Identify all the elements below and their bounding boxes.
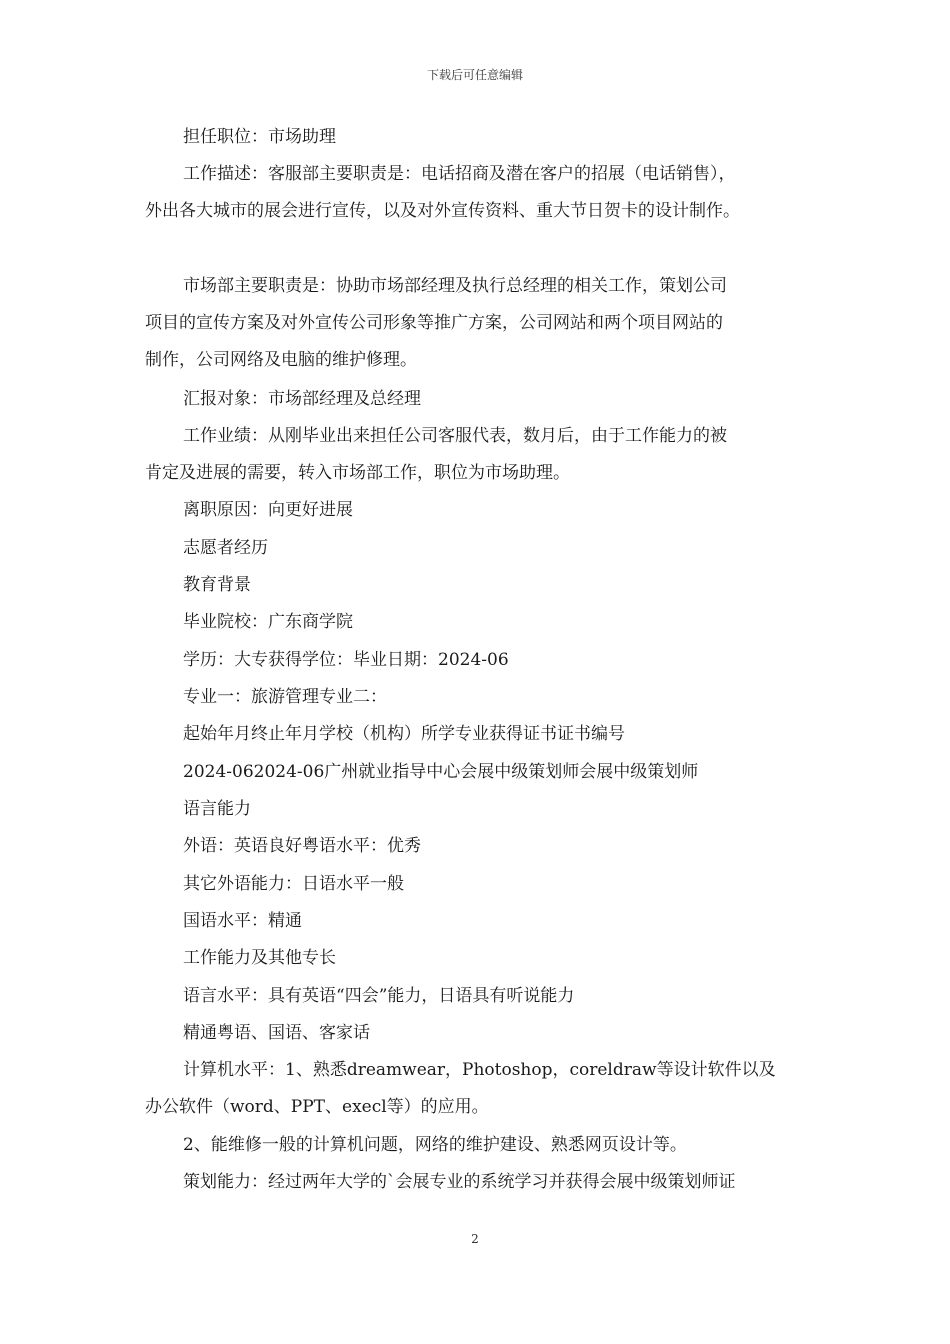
text-line: 毕业院校：广东商学院 <box>183 612 353 632</box>
paragraph-training-record <box>145 754 825 791</box>
text-line: 市场部主要职责是：协助市场部经理及执行总经理的相关工作，策划公司 <box>183 276 727 296</box>
text-line: 项目的宣传方案及对外宣传公司形象等推广方案，公司网站和两个项目网站的 <box>145 313 723 333</box>
text-line: 其它外语能力：日语水平一般 <box>183 874 404 894</box>
paragraph-leaving-reason <box>145 492 825 529</box>
text-line: 外出各大城市的展会进行宣传，以及对外宣传资料、重大节日贺卡的设计制作。 <box>145 201 740 221</box>
paragraph-school <box>145 604 825 641</box>
text-line: 工作描述：客服部主要职责是：电话招商及潜在客户的招展（电话销售）， <box>183 164 736 184</box>
section-heading: 教育背景 <box>183 575 251 595</box>
section-education <box>145 567 825 604</box>
section-language <box>145 791 825 828</box>
section-heading: 语言能力 <box>183 799 251 819</box>
text-line: 担任职位：市场助理 <box>183 127 336 147</box>
text-line: 学历：大专获得学位：毕业日期：2024-06 <box>183 650 509 670</box>
section-heading: 志愿者经历 <box>183 538 268 558</box>
paragraph-other-language <box>145 866 825 903</box>
paragraph-achievements <box>145 418 825 492</box>
text-line: 专业一：旅游管理专业二： <box>183 687 387 707</box>
paragraph-planning-ability <box>145 1164 825 1201</box>
page-number: 2 <box>471 1232 479 1246</box>
paragraph-marketing-duties <box>145 268 825 379</box>
section-heading: 工作能力及其他专长 <box>183 948 336 968</box>
text-line: 语言水平：具有英语“四会”能力，日语具有听说能力 <box>183 986 575 1006</box>
text-line: 计算机水平：1、熟悉dreamwear，Photoshop，coreldraw等设计软件以及 <box>183 1060 776 1080</box>
text-line: 策划能力：经过两年大学的`会展专业的系统学习并获得会展中级策划师证 <box>183 1172 736 1192</box>
text-line: 工作业绩：从刚毕业出来担任公司客服代表，数月后，由于工作能力的被 <box>183 426 727 446</box>
text-line: 肯定及进展的需要，转入市场部工作，职位为市场助理。 <box>145 463 570 483</box>
text-line: 办公软件（word、PPT、execl等）的应用。 <box>145 1097 489 1117</box>
paragraph-mandarin <box>145 903 825 940</box>
page-header: 下载后可任意编辑 <box>426 68 523 82</box>
paragraph-job-description <box>145 156 825 230</box>
text-line: 2024-062024-06广州就业指导中心会展中级策划师会展中级策划师 <box>183 762 699 782</box>
text-line: 汇报对象：市场部经理及总经理 <box>183 389 421 409</box>
text-line: 精通粤语、国语、客家话 <box>183 1023 370 1043</box>
text-line: 制作，公司网络及电脑的维护修理。 <box>145 350 417 370</box>
paragraph-computer-skills-2 <box>145 1127 825 1164</box>
paragraph-training-header <box>145 716 825 753</box>
text-line: 2、能维修一般的计算机问题，网络的维护建设、熟悉网页设计等。 <box>183 1135 687 1155</box>
paragraph-dialects <box>145 1015 825 1052</box>
paragraph-reports-to <box>145 381 825 418</box>
paragraph-foreign-language <box>145 828 825 865</box>
paragraph-degree <box>145 642 825 679</box>
text-line: 外语：英语良好粤语水平：优秀 <box>183 836 421 856</box>
paragraph-computer-skills <box>145 1052 825 1126</box>
section-skills <box>145 940 825 977</box>
text-line: 国语水平：精通 <box>183 911 302 931</box>
section-volunteer <box>145 530 825 567</box>
paragraph-language-level <box>145 978 825 1015</box>
text-line: 离职原因：向更好进展 <box>183 500 353 520</box>
paragraph-position <box>145 119 825 156</box>
text-line: 起始年月终止年月学校（机构）所学专业获得证书证书编号 <box>183 724 625 744</box>
paragraph-major <box>145 679 825 716</box>
